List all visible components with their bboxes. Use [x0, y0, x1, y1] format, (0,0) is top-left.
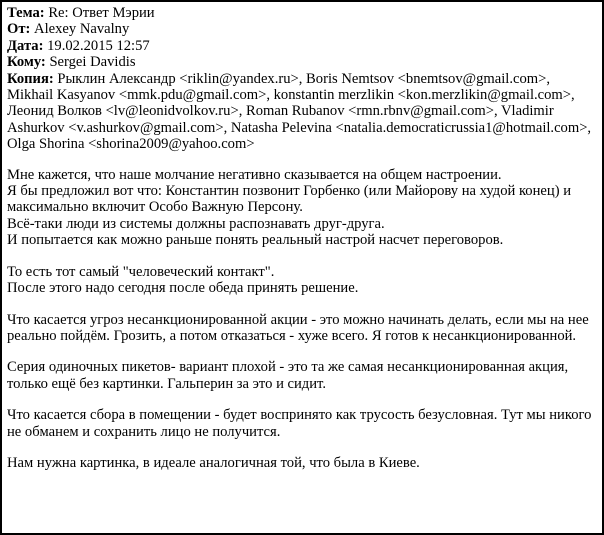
subject-value: Re: Ответ Мэрии: [48, 5, 155, 21]
cc-label: Копия:: [7, 70, 54, 87]
cc-row: [7, 71, 599, 153]
from-row: [7, 21, 599, 37]
body-line: Я бы предложил вот что: Константин позвонит Горбенко (или Майорову на худой конец) и максимально включит Особо Важную Персону.: [7, 183, 572, 216]
paragraph-1: [7, 167, 599, 249]
subject-row: [7, 5, 599, 21]
to-label: Кому:: [7, 54, 46, 71]
to-value: Sergei Davidis: [49, 54, 136, 71]
message-body: [7, 167, 599, 472]
subject-label: Тема:: [7, 5, 45, 21]
body-line: И попытается как можно раньше понять реальный настрой насчет переговоров.: [7, 232, 504, 249]
paragraph-4: Серия одиночных пикетов- вариант плохой - это та же самая несанкционированная акция, только ещё без картинки. Гальперин за это и сидит.: [7, 359, 569, 392]
from-label: От:: [7, 21, 31, 38]
paragraph-5: Что касается сбора в помещении - будет воспринято как трусость безусловная. Тут мы никого не обманем и сохранить лицо не получится.: [7, 407, 592, 440]
paragraph-6: Нам нужна картинка, в идеале аналогичная той, что была в Киеве.: [7, 454, 420, 471]
date-row: [7, 38, 599, 54]
date-value: 19.02.2015 12:57: [47, 37, 150, 54]
body-line: После этого надо сегодня после обеда принять решение.: [7, 280, 359, 297]
body-line: То есть тот самый "человеческий контакт".: [7, 263, 275, 280]
cc-value: Рыклин Александр <riklin@yandex.ru>, Boris Nemtsov <bnemtsov@gmail.com>, Mikhail Kasyanov <mmk.pdu@gmail.com>, konstantin merzlikin <kon.merzlikin@gmail.com>, Леонид Волков <lv@leonidvolkov.ru>, Roman Rubanov <rmn.rbnv@gmail.com>, Vladimir Ashurkov <v.ashurkov@gmail.com>, Natasha Pelevina <natalia.democraticrussia1@hotmail.com>, Olga Shorina <shorina2009@yahoo.com>: [7, 70, 592, 153]
body-line: Мне кажется, что наше молчание негативно сказывается на общем настроении.: [7, 166, 502, 183]
email-content: [7, 5, 599, 486]
date-label: Дата:: [7, 37, 44, 54]
paragraph-3: Что касается угроз несанкционированной акции - это можно начинать делать, если мы на нее реально пойдём. Грозить, а потом отказаться - хуже всего. Я готов к несанкционированной.: [7, 311, 589, 344]
paragraph-2: [7, 264, 599, 297]
body-line: Всё-таки люди из системы должны распознавать друг-друга.: [7, 215, 385, 232]
from-value: Alexey Navalny: [34, 21, 130, 38]
to-row: [7, 54, 599, 70]
